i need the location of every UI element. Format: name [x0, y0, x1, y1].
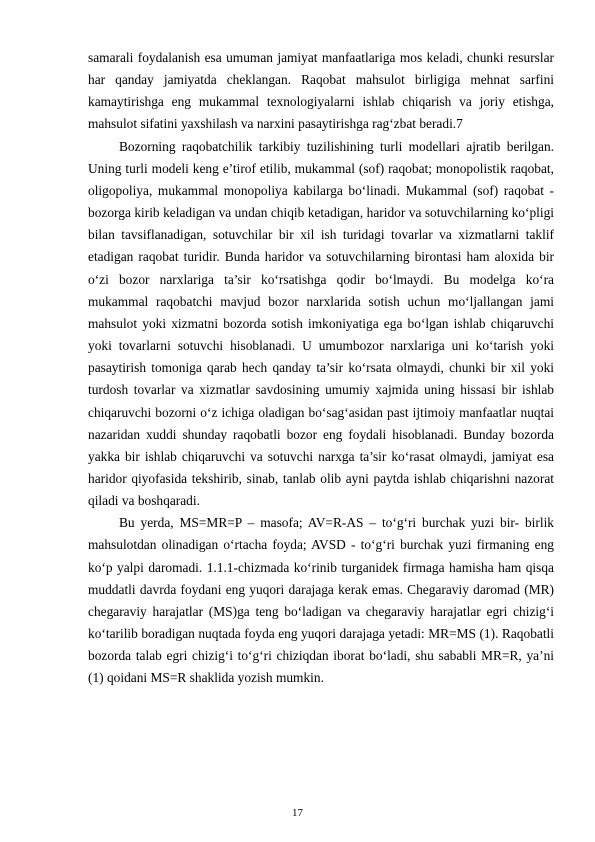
paragraph: Bozorning raqobatchilik tarkibiy tuzilishining turli modellari ajratib berilgan. Uning turli modeli keng e’tirof etilib, mukammal (sof) raqobat; monopolistik raqobat, oligopoliya, mukammal monopoliya kabilarga bo‘linadi. Mukammal (sof) raqobat - bozorga kirib keladigan va undan chiqib ketadigan, haridor va sotuvchilarning ko‘pligi bilan tavsiflanadigan, sotuvchilar bir xil ish turidagi tovarlar va xizmatlarni taklif etadigan raqobat turidir. Bunda haridor va sotuvchilarning birontasi ham aloxida bir o‘zi bozor narxlariga ta’sir ko‘rsatishga qodir bo‘lmaydi. Bu modelga ko‘ra mukammal raqobatchi mavjud bozor narxlarida sotish uchun mo‘ljallangan jami mahsulot yoki xizmatni bozorda sotish imkoniyatiga ega bo‘lgan ishlab chiqaruvchi yoki tovarlarni sotuvchi hisoblanadi. U umumbozor narxlariga uni ko‘tarish yoki pasaytirish tomoniga qarab hech qanday ta’sir ko‘rsata olmaydi, chunki bir xil yoki turdosh tovarlar va xizmatlar savdosining umumiy xajmida uning hissasi bir ishlab chiqaruvchi bozorni o‘z ichiga oladigan bo‘sag‘asidan past ijtimoiy manfaatlar nuqtai nazaridan xuddi shunday raqobatli bozor eng foydali hisoblanadi. Bunday bozorda yakka bir ishlab chiqaruvchi va sotuvchi narxga ta’sir ko‘rasat olmaydi, jamiyat esa haridor qiyofasida tekshirib, sinab, tanlab olib ayni paytda ishlab chiqarishni nazorat qiladi va boshqaradi. [88, 138, 554, 509]
paragraph: samarali foydalanish esa umuman jamiyat manfaatlariga mos keladi, chunki resurslar har qanday jamiyatda cheklangan. Raqobat mahsulot birligiga mehnat sarfini kamaytirishga eng mukammal texnologiyalarni ishlab chiqarish va joriy etishga, mahsulot sifatini yaxshilash va narxini pasaytirishga rag‘zbat beradi.7 [88, 50, 554, 132]
body-text [88, 47, 554, 690]
page-number: 17 [292, 807, 303, 819]
paragraph: Bu yerda, MS=MR=P – masofa; AV=R-AS – to‘g‘ri burchak yuzi bir- birlik mahsulotdan olinadigan o‘rtacha foyda; AVSD - to‘g‘ri burchak yuzi firmaning eng ko‘p yalpi daromadi. 1.1.1-chizmada ko‘rinib turganidek firmaga hamisha ham qisqa muddatli davrda foydani eng yuqori darajaga kerak emas. Chegaraviy daromad (MR) chegaraviy harajatlar (MS)ga teng bo‘ladigan va chegaraviy harajatlar egri chizig‘i ko‘tarilib boradigan nuqtada foyda eng yuqori darajaga yetadi: MR=MS (1). Raqobatli bozorda talab egri chizig‘i to‘g‘ri chiziqdan iborat bo‘ladi, shu sababli MR=R, ya’ni (1) qoidani MS=R shaklida yozish mumkin. [88, 515, 554, 686]
